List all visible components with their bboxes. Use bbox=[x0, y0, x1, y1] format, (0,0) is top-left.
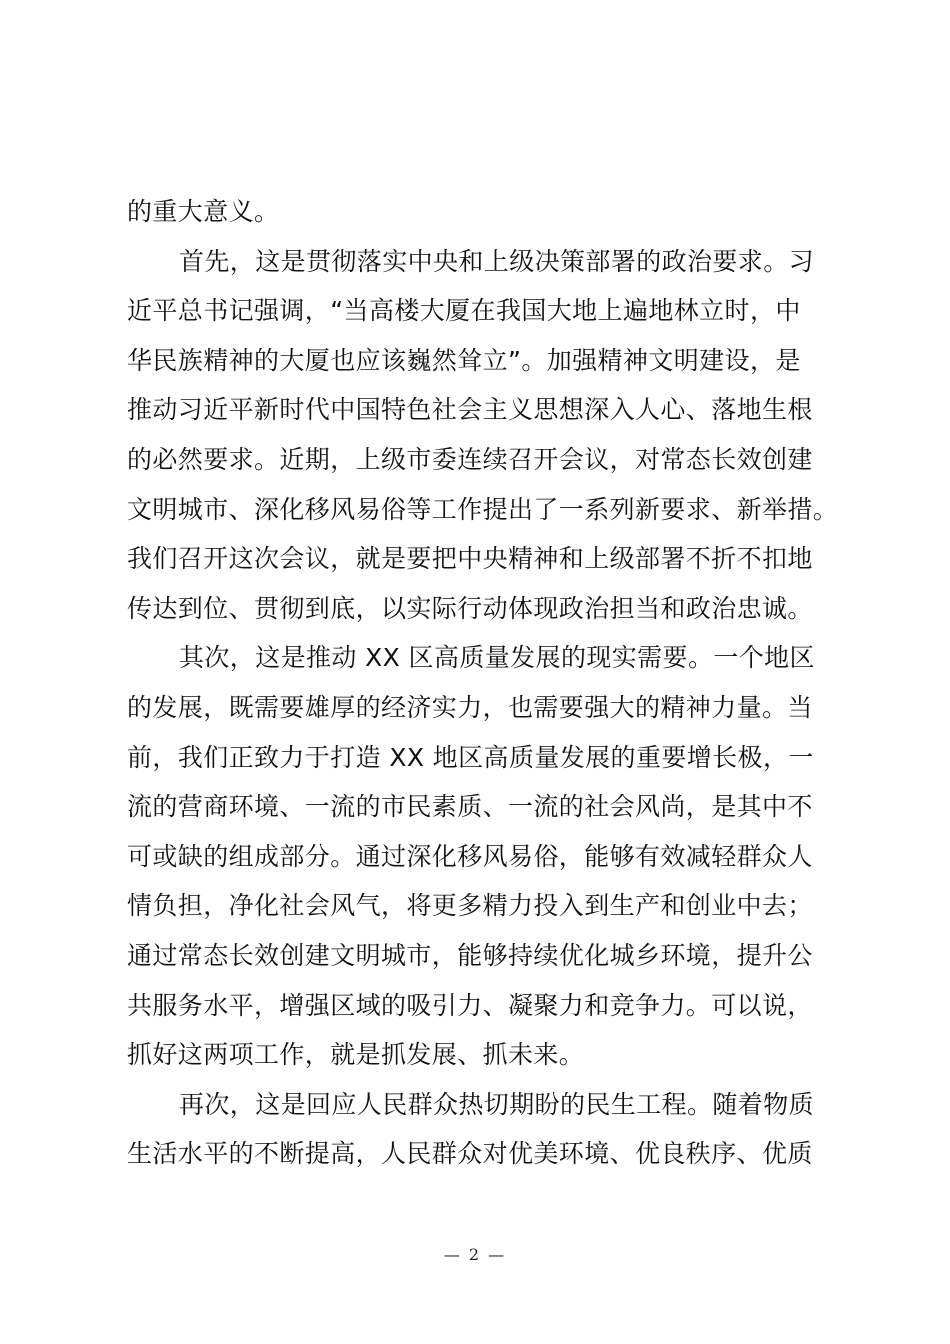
paragraph-first-line: 其次，这是推动 XX 区高质量发展的现实需要。一个地区 bbox=[179, 643, 815, 673]
text-line: 我们召开这次会议，就是要把中央精神和上级部署不折不扣地 bbox=[127, 544, 813, 574]
paragraph-first-line: 再次，这是回应人民群众热切期盼的民生工程。随着物质 bbox=[179, 1089, 815, 1119]
text-line: 文明城市、深化移风易俗等工作提出了一系列新要求、新举措。 bbox=[127, 494, 839, 524]
text-line: 传达到位、贯彻到底，以实际行动体现政治担当和政治忠诚。 bbox=[127, 593, 813, 623]
text-line: 华民族精神的大厦也应该巍然耸立”。加强精神文明建设，是 bbox=[127, 345, 801, 375]
text-line: 可或缺的组成部分。通过深化移风易俗，能够有效减轻群众人 bbox=[127, 841, 813, 871]
text-line: 的必然要求。近期，上级市委连续召开会议，对常态长效创建 bbox=[127, 444, 813, 474]
paragraph-first-line: 首先，这是贯彻落实中央和上级决策部署的政治要求。习 bbox=[179, 246, 815, 276]
text-line: 流的营商环境、一流的市民素质、一流的社会风尚，是其中不 bbox=[127, 792, 813, 822]
body-text bbox=[127, 187, 839, 1179]
text-line: 的重大意义。 bbox=[127, 197, 280, 226]
text-line: 的发展，既需要雄厚的经济实力，也需要强大的精神力量。当 bbox=[127, 692, 813, 722]
text-line: 近平总书记强调，“当高楼大厦在我国大地上遍地林立时，中 bbox=[127, 296, 801, 326]
text-line: 抓好这两项工作，就是抓发展、抓未来。 bbox=[127, 1040, 585, 1070]
text-line: 共服务水平，增强区域的吸引力、凝聚力和竞争力。可以说， bbox=[127, 990, 813, 1020]
text-line: 前，我们正致力于打造 XX 地区高质量发展的重要增长极，一 bbox=[127, 742, 814, 772]
text-line: 通过常态长效创建文明城市，能够持续优化城乡环境，提升公 bbox=[127, 940, 813, 970]
text-line: 情负担，净化社会风气，将更多精力投入到生产和创业中去； bbox=[127, 891, 813, 921]
text-line: 推动习近平新时代中国特色社会主义思想深入人心、落地生根 bbox=[127, 395, 813, 425]
text-line: 生活水平的不断提高，人民群众对优美环境、优良秩序、优质 bbox=[127, 1139, 813, 1169]
page-number: — 2 — bbox=[443, 1245, 507, 1264]
